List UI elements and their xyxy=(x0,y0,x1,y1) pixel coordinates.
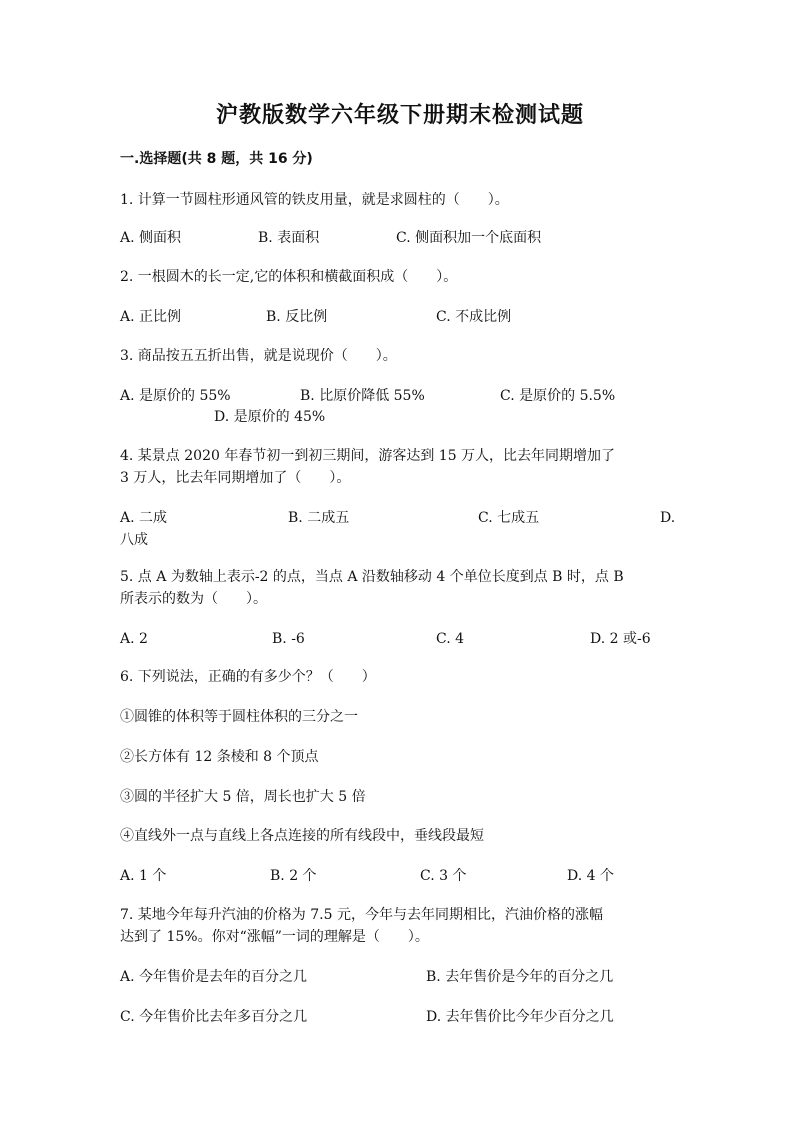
question-6-option-a: A. 1 个 xyxy=(120,868,167,884)
question-3-option-a: A. 是原价的 55% xyxy=(120,388,231,404)
page-title: 沪教版数学六年级下册期末检测试题 xyxy=(215,103,584,128)
question-4-stem-line-1: 4. 某景点 2020 年春节初一到初三期间，游客达到 15 万人，比去年同期增加了 xyxy=(120,448,616,464)
question-6-stem: 6. 下列说法，正确的有多少个？（ ） xyxy=(120,669,376,685)
question-6-option-d: D. 4 个 xyxy=(567,868,614,884)
question-2-option-c: C. 不成比例 xyxy=(436,309,512,325)
question-7-stem-line-1: 7. 某地今年每升汽油的价格为 7.5 元，今年与去年同期相比，汽油价格的涨幅 xyxy=(120,907,603,923)
question-4-option-d-text: 八成 xyxy=(120,532,148,548)
question-4-option-c: C. 七成五 xyxy=(478,510,540,526)
question-2-option-a: A. 正比例 xyxy=(120,309,182,325)
question-6-statement-4: ④直线外一点与直线上各点连接的所有线段中，垂线段最短 xyxy=(120,828,484,844)
question-5-option-a: A. 2 xyxy=(120,631,148,647)
question-6-option-c: C. 3 个 xyxy=(420,868,467,884)
question-4-option-d-label: D. xyxy=(660,510,676,526)
question-3-option-c: C. 是原价的 5.5% xyxy=(500,388,616,404)
question-6-option-b: B. 2 个 xyxy=(270,868,317,884)
question-7-option-c: C. 今年售价比去年多百分之几 xyxy=(120,1009,308,1025)
question-3-option-d: D. 是原价的 45% xyxy=(214,409,326,425)
question-7-option-a: A. 今年售价是去年的百分之几 xyxy=(120,969,308,985)
question-2-option-b: B. 反比例 xyxy=(266,309,328,325)
question-5-option-b: B. -6 xyxy=(272,631,305,647)
question-6-statement-3: ③圆的半径扩大 5 倍，周长也扩大 5 倍 xyxy=(120,789,366,805)
question-5-stem-line-1: 5. 点 A 为数轴上表示-2 的点，当点 A 沿数轴移动 4 个单位长度到点 B 时，点 B xyxy=(120,569,624,585)
question-6-statement-2: ②长方体有 12 条棱和 8 个顶点 xyxy=(120,749,319,765)
question-5-option-c: C. 4 xyxy=(436,631,465,647)
question-2-stem: 2. 一根圆木的长一定,它的体积和横截面积成（ ）。 xyxy=(120,269,458,285)
question-5-option-d: D. 2 或-6 xyxy=(590,631,651,647)
question-3-stem: 3. 商品按五五折出售，就是说现价（ ）。 xyxy=(120,348,397,364)
question-4-stem-line-2: 3 万人，比去年同期增加了（ ）。 xyxy=(120,470,351,486)
question-7-option-b: B. 去年售价是今年的百分之几 xyxy=(426,969,614,985)
question-1-stem: 1. 计算一节圆柱形通风管的铁皮用量，就是求圆柱的（ ）。 xyxy=(120,192,509,208)
question-1-option-c: C. 侧面积加一个底面积 xyxy=(396,230,542,246)
question-7-stem-line-2: 达到了 15%。你对“涨幅”一词的理解是（ ）。 xyxy=(120,929,429,945)
question-5-stem-line-2: 所表示的数为（ ）。 xyxy=(120,591,267,607)
question-4-option-a: A. 二成 xyxy=(120,510,168,526)
question-1-option-b: B. 表面积 xyxy=(258,230,320,246)
question-7-option-d: D. 去年售价比今年少百分之几 xyxy=(426,1009,614,1025)
section-heading: 一.选择题(共 8 题，共 16 分) xyxy=(120,151,313,167)
question-1-option-a: A. 侧面积 xyxy=(120,230,182,246)
question-4-option-b: B. 二成五 xyxy=(288,510,350,526)
question-3-option-b: B. 比原价降低 55% xyxy=(300,388,425,404)
question-6-statement-1: ①圆锥的体积等于圆柱体积的三分之一 xyxy=(120,709,358,725)
